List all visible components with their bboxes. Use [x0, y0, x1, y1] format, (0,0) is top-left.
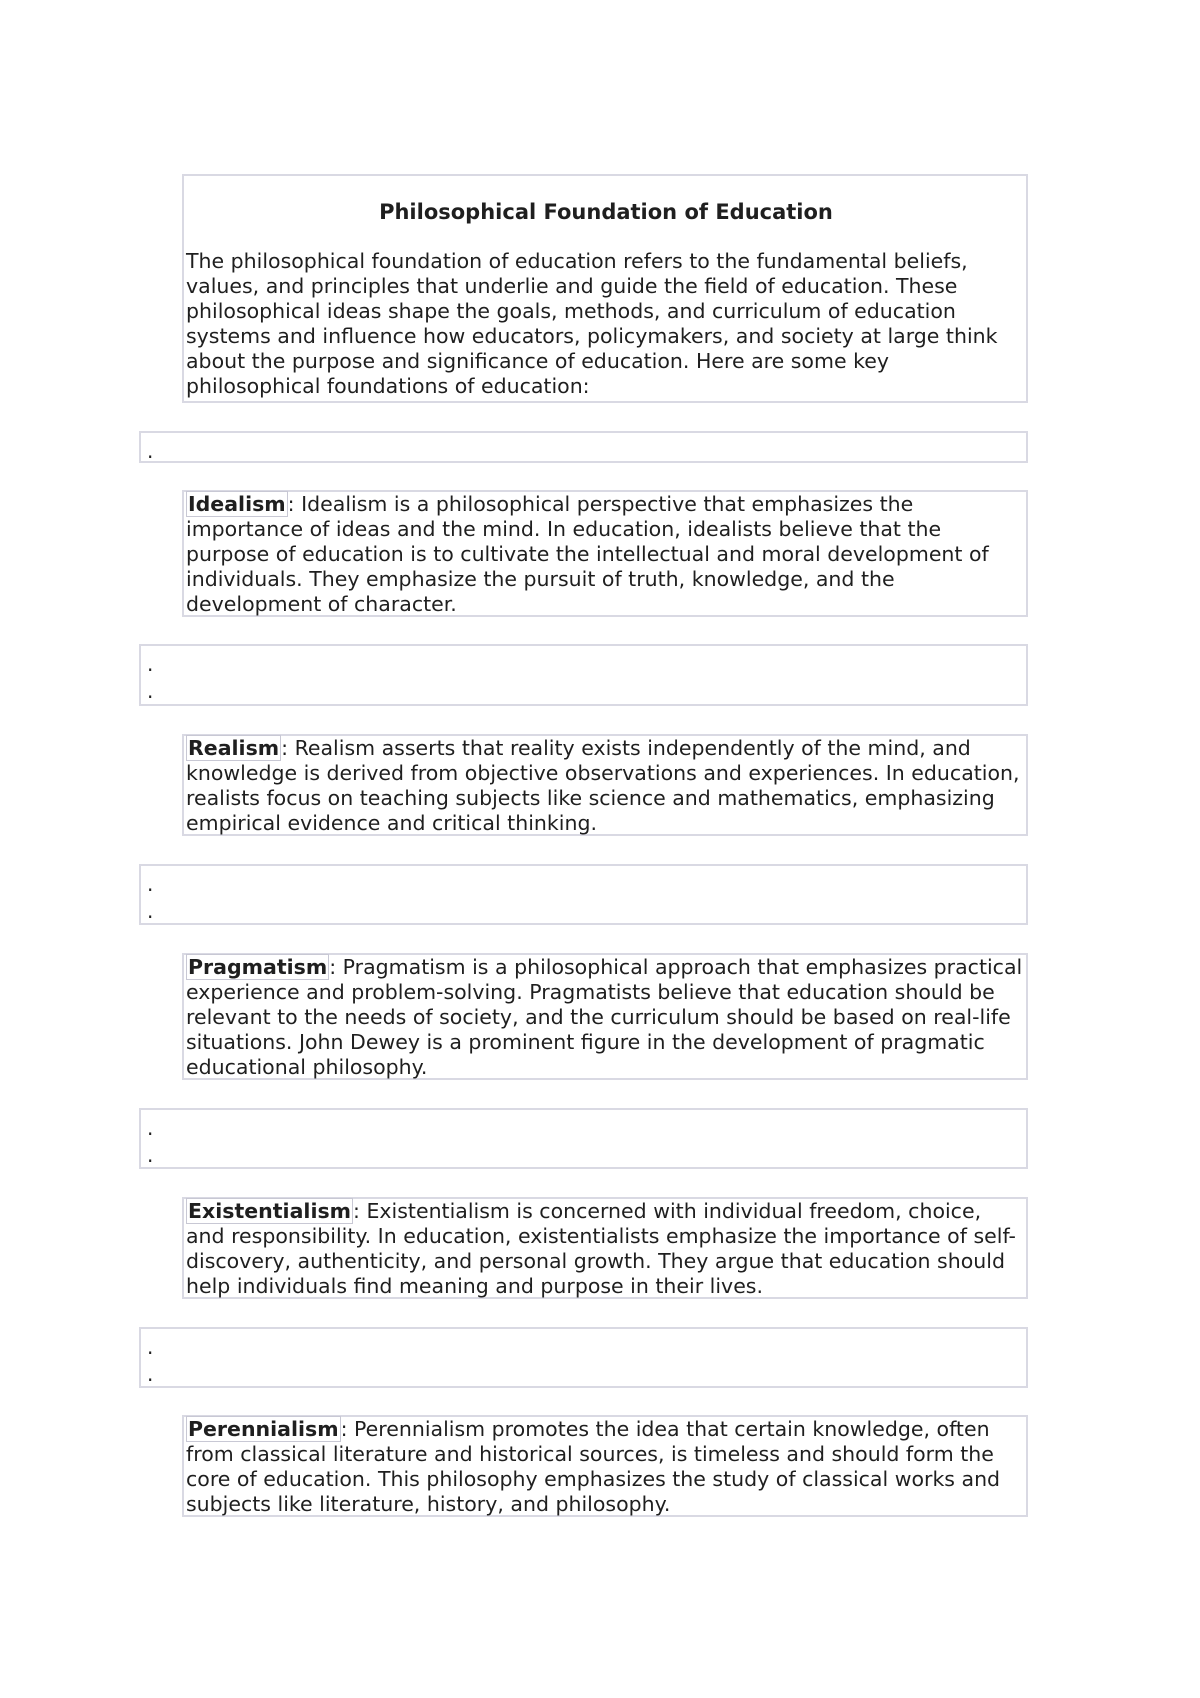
separator-dot: . [147, 1335, 154, 1359]
term-realism: Realism [188, 736, 280, 760]
separator-block [139, 1327, 1028, 1388]
separator-dot: . [147, 872, 154, 896]
separator-dot: . [147, 1143, 154, 1167]
term-existentialism: Existentialism [188, 1199, 352, 1223]
section-existentialism [182, 1197, 1028, 1299]
section-perennialism [182, 1415, 1028, 1517]
separator-block [139, 431, 1028, 463]
separator-dot: . [147, 899, 154, 923]
separator-dot: . [147, 439, 154, 463]
intro-block [182, 174, 1028, 403]
separator-dot: . [147, 1116, 154, 1140]
separator-dot: . [147, 652, 154, 676]
section-idealism [182, 490, 1028, 617]
page-title: Philosophical Foundation of Education [379, 200, 833, 224]
section-text-idealism: : Idealism is a philosophical perspective that emphasizes the importance of ideas and the mind. In education, idealists believe that the purpose of education is to cultivate the intellectual and moral development of individuals. They emphasize the pursuit of truth, knowledge, and the development of character. [186, 492, 989, 616]
term-idealism: Idealism [188, 492, 286, 516]
section-text-pragmatism: : Pragmatism is a philosophical approach that emphasizes practical experience and problem-solving. Pragmatists believe that education should be relevant to the needs of society, and the curriculum should be based on real-life situations. John Dewey is a prominent figure in the development of pragmatic educational philosophy. [186, 955, 1023, 1079]
separator-block [139, 864, 1028, 925]
intro-paragraph: The philosophical foundation of education refers to the fundamental beliefs, values, and principles that underlie and guide the field of education. These philosophical ideas shape the goals, methods, and curriculum of education systems and influence how educators, policymakers, and society at large think about the purpose and significance of education. Here are some key philosophical foundations of education: [186, 249, 998, 398]
separator-block [139, 644, 1028, 706]
section-text-realism: : Realism asserts that reality exists independently of the mind, and knowledge is derived from objective observations and experiences. In education, realists focus on teaching subjects like science and mathematics, emphasizing empirical evidence and critical thinking. [186, 736, 1020, 835]
section-pragmatism [182, 953, 1028, 1080]
term-perennialism: Perennialism [188, 1417, 339, 1441]
separator-dot: . [147, 679, 154, 703]
separator-dot: . [147, 1362, 154, 1386]
term-pragmatism: Pragmatism [188, 955, 328, 979]
section-realism [182, 734, 1028, 836]
separator-block [139, 1108, 1028, 1169]
section-text-perennialism: : Perennialism promotes the idea that certain knowledge, often from classical literature and historical sources, is timeless and should form the core of education. This philosophy emphasizes the study of classical works and subjects like literature, history, and philosophy. [186, 1417, 1001, 1516]
section-text-existentialism: : Existentialism is concerned with individual freedom, choice, and responsibility. In education, existentialists emphasize the importance of self-discovery, authenticity, and personal growth. They argue that education should help individuals find meaning and purpose in their lives. [186, 1199, 1016, 1298]
